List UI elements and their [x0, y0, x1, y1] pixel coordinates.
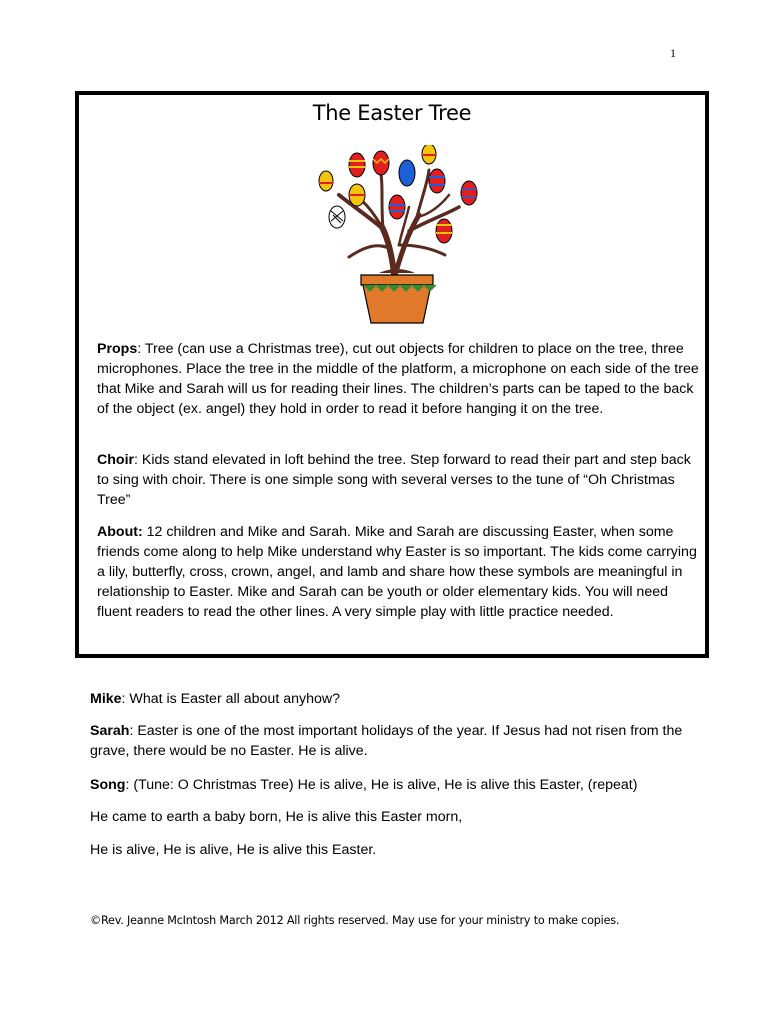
about-label: About: [97, 524, 143, 540]
page-number: 1 [670, 46, 676, 60]
speaker-song: Song [90, 777, 126, 793]
speaker-sarah: Sarah [90, 723, 130, 739]
song-verse-1: He came to earth a baby born, He is alive this Easter morn, [90, 809, 463, 825]
song-verse-2: He is alive, He is alive, He is alive this Easter. [90, 842, 377, 858]
choir-label: Choir [97, 452, 135, 468]
choir-paragraph [97, 450, 703, 510]
egg-decorations [319, 145, 477, 243]
easter-tree-illustration [309, 145, 479, 327]
about-paragraph [97, 522, 703, 622]
choir-text: : Kids stand elevated in loft behind the tree. Step forward to read their part and step back to sing with choir. There is one simple song with several verses to the tune of “Oh Christmas Tree” [97, 452, 691, 508]
line-song: : (Tune: O Christmas Tree) He is alive, He is alive, He is alive this Easter, (repeat) [125, 777, 638, 793]
props-label: Props [97, 341, 138, 357]
line-sarah: : Easter is one of the most important holidays of the year. If Jesus had not risen from the grave, there would be no Easter. He is alive. [90, 723, 683, 759]
copyright-notice: ©Rev. Jeanne McIntosh March 2012 All rights reserved. May use for your ministry to make copies. [90, 914, 620, 927]
intro-box [75, 91, 709, 658]
props-paragraph [97, 339, 703, 419]
line-mike: : What is Easter all about anyhow? [121, 691, 340, 707]
speaker-mike: Mike [90, 691, 122, 707]
script-line-sarah [90, 721, 690, 761]
props-text: : Tree (can use a Christmas tree), cut out objects for children to place on the tree, three microphones. Place the tree in the middle of the platform, a microphone on each side of the tree that Mike and Sarah will us for reading their lines. The children’s parts can be taped to the back of the object (ex. angel) they hold in order to read it before hanging it on the tree. [97, 341, 699, 417]
page-title: The Easter Tree [312, 101, 472, 125]
about-text: 12 children and Mike and Sarah. Mike and Sarah are discussing Easter, when some friends come along to help Mike understand why Easter is so important. The kids come carrying a lily, butterfly, cross, crown, angel, and lamb and share how these symbols are meaningful in relationship to Easter. Mike and Sarah can be youth or older elementary kids. You will need fluent readers to read the other lines. A very simple play with little practice needed. [97, 524, 697, 620]
script-line-song [90, 775, 690, 795]
script-line-mike [90, 689, 690, 709]
